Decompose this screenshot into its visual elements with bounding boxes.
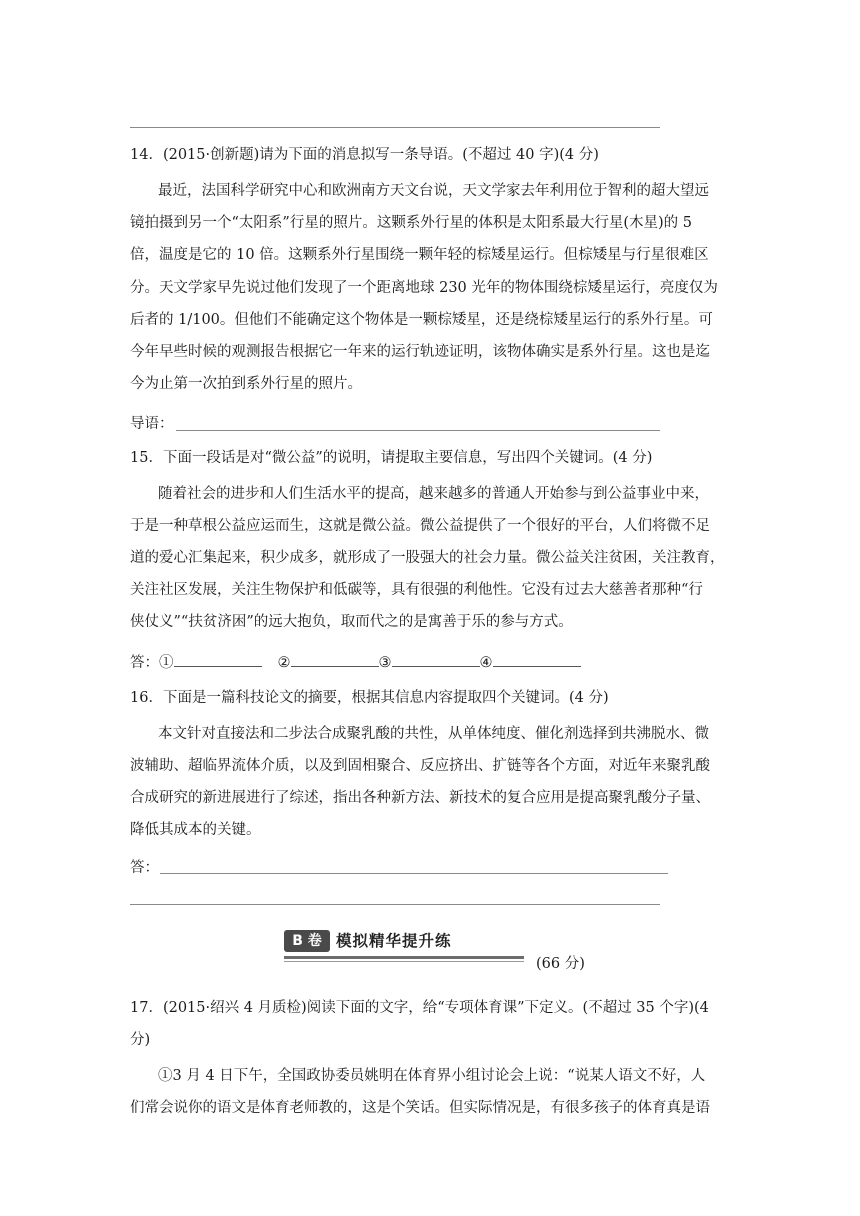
paragraph-line: 们常会说你的语文是体育老师教的，这是个笑话。但实际情况是，有很多孩子的体育真是语 [130,1100,710,1116]
section-badge: B 卷 [284,930,330,952]
keyword-mark-4: ④ [479,655,493,671]
section-b-banner [284,930,524,968]
paragraph-line: 今年早些时候的观测报告根据它一年来的运行轨迹证明，该物体确实是系外行星。这也是迄 [130,344,710,360]
answer-line [130,127,660,128]
answer-line[interactable] [176,430,660,431]
paragraph-line: 于是一种草根公益应运而生，这就是微公益。微公益提供了一个很好的平台，人们将微不足 [130,518,710,534]
question-16-title: 16．下面是一篇科技论文的摘要，根据其信息内容提取四个关键词。(4 分) [130,690,609,706]
keyword-blank-4[interactable] [493,652,581,667]
keyword-blank-1[interactable] [174,652,262,667]
paragraph-line: 今为止第一次拍到系外行星的照片。 [130,376,362,392]
keyword-blank-3[interactable] [392,652,480,667]
section-title: 模拟精华提升练 [336,932,452,950]
paragraph-line: 分。天文学家早先说过他们发现了一个距离地球 230 光年的物体围绕棕矮星运行，亮度仅为 [130,280,718,296]
keyword-mark-2: ② [277,655,291,671]
paragraph-line: 合成研究的新进展进行了综述，指出各种新方法、新技术的复合应用是提高聚乳酸分子量、 [130,790,710,806]
paragraph-line: 倍，温度是它的 10 倍。这颗系外行星围绕一颗年轻的棕矮星运行。但棕矮星与行星很难区 [130,247,709,263]
answer-line[interactable] [130,904,660,905]
paragraph-line: 道的爱心汇集起来，积少成多，就形成了一股强大的社会力量。微公益关注贫困，关注教育， [130,550,725,566]
banner-underline [284,956,524,959]
paragraph-line: ①3 月 4 日下午，全国政协委员姚明在体育界小组讨论会上说：“说某人语文不好，人 [158,1068,706,1084]
question-15-title: 15．下面一段话是对“微公益”的说明，请提取主要信息，写出四个关键词。(4 分) [130,450,653,466]
keyword-mark-1: ① [159,655,174,671]
paragraph-line: 本文针对直接法和二步法合成聚乳酸的共性，从单体纯度、催化剂选择到共沸脱水、微 [158,726,709,742]
answer-row [130,652,581,673]
keyword-blank-2[interactable] [291,652,379,667]
paragraph-line: 镜拍摄到另一个“太阳系”行星的照片。这颗系外行星的体积是太阳系最大行星(木星)的 5 [130,215,692,231]
answer-label: 答： [130,655,159,671]
banner-underline [284,961,524,962]
question-14-title: 14．(2015·创新题)请为下面的消息拟写一条导语。(不超过 40 字)(4 分) [130,147,599,163]
answer-label: 导语： [130,416,174,432]
question-17-title: 17．(2015·绍兴 4 月质检)阅读下面的文字，给“专项体育课”下定义。(不超过 35 个字)(4 [130,1000,709,1016]
paragraph-line: 后者的 1/100。但他们不能确定这个物体是一颗棕矮星，还是绕棕矮星运行的系外行星。可 [130,312,713,328]
question-17-title-cont: 分) [130,1032,151,1048]
paragraph-line: 侠仗义”“扶贫济困”的远大抱负，取而代之的是寓善于乐的参与方式。 [130,614,573,630]
section-score: (66 分) [536,956,585,972]
keyword-mark-3: ③ [378,655,392,671]
answer-line[interactable] [160,873,668,874]
paragraph-line: 降低其成本的关键。 [130,822,261,838]
answer-label: 答： [130,860,159,876]
paragraph-line: 关注社区发展，关注生物保护和低碳等，具有很强的利他性。它没有过去大慈善者那种“行 [130,582,703,598]
paragraph-line: 波辅助、超临界流体介质，以及到固相聚合、反应挤出、扩链等各个方面，对近年来聚乳酸 [130,758,710,774]
paragraph-line: 最近，法国科学研究中心和欧洲南方天文台说，天文学家去年利用位于智利的超大望远 [158,183,709,199]
paragraph-line: 随着社会的进步和人们生活水平的提高，越来越多的普通人开始参与到公益事业中来， [158,486,709,502]
